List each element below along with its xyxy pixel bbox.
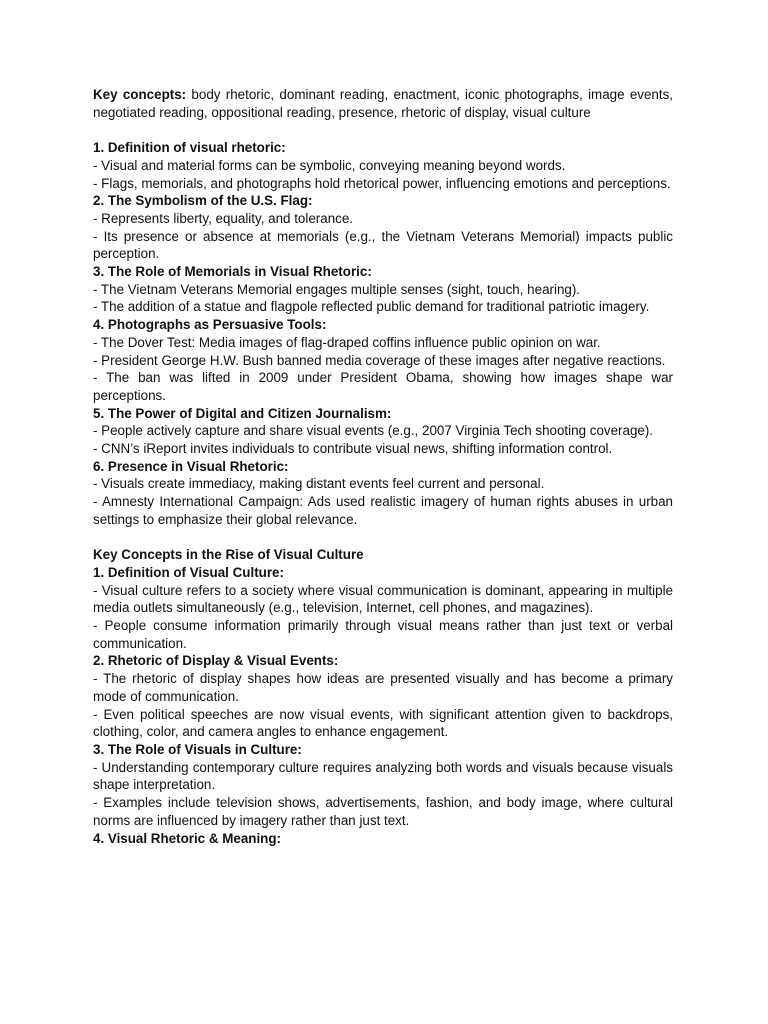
bullet: - Examples include television shows, advertisements, fashion, and body image, where cultural norms are influenced by imagery rather than just text. [93,795,673,828]
section-heading: 6. Presence in Visual Rhetoric: [93,458,289,474]
section-heading: 4. Visual Rhetoric & Meaning: [93,830,282,846]
document-page [93,86,673,847]
section-heading: 5. The Power of Digital and Citizen Journalism: [93,405,392,421]
bullet: - Visual culture refers to a society where visual communication is dominant, appearing in multiple media outlets simultaneously (e.g., television, Internet, cell phones, and magazines). [93,582,673,616]
key-concepts-text: body rhetoric, dominant reading, enactment, iconic photographs, image events, negotiated reading, oppositional reading, presence, rhetoric of display, visual culture [93,87,674,120]
bullet: - People consume information primarily through visual means rather than just text or verbal communication. [93,618,673,651]
bullet: - Amnesty International Campaign: Ads used realistic imagery of human rights abuses in urban settings to emphasize their global relevance. [93,494,673,527]
bullet: - The ban was lifted in 2009 under President Obama, showing how images shape war perceptions. [93,370,673,403]
bullet: - The addition of a statue and flagpole reflected public demand for traditional patriotic imagery. [93,299,650,315]
visual-culture-sections [93,546,673,847]
bullet: - Even political speeches are now visual events, with significant attention given to backdrops, clothing, color, and camera angles to enhance engagement. [93,706,673,740]
section-heading: 1. Definition of Visual Culture: [93,564,284,580]
bullet: - President George H.W. Bush banned media coverage of these images after negative reactions. [93,352,666,368]
section-heading: 2. Rhetoric of Display & Visual Events: [93,653,339,669]
section-heading: 3. The Role of Memorials in Visual Rhetoric: [93,264,372,280]
spacer [93,121,673,139]
section-heading: 3. The Role of Visuals in Culture: [93,741,302,757]
section-heading: 4. Photographs as Persuasive Tools: [93,317,327,333]
bullet: - The rhetoric of display shapes how ideas are presented visually and has become a primary mode of communication. [93,671,673,704]
bullet: - Flags, memorials, and photographs hold rhetorical power, influencing emotions and perceptions. [93,175,671,191]
bullet: - CNN’s iReport invites individuals to contribute visual news, shifting information control. [93,441,613,457]
bullet: - Understanding contemporary culture requires analyzing both words and visuals because visuals shape interpretation. [93,759,673,793]
key-concepts-label: Key concepts: [93,87,187,102]
bullet: - The Vietnam Veterans Memorial engages multiple senses (sight, touch, hearing). [93,281,581,297]
rise-title: Key Concepts in the Rise of Visual Culture [93,547,364,563]
bullet: - Visual and material forms can be symbolic, conveying meaning beyond words. [93,157,566,173]
section-heading: 2. The Symbolism of the U.S. Flag: [93,193,313,209]
bullet: - Visuals create immediacy, making distant events feel current and personal. [93,476,545,492]
bullet: - Represents liberty, equality, and tolerance. [93,210,354,226]
key-concepts-paragraph [93,86,673,121]
bullet: - The Dover Test: Media images of flag-draped coffins influence public opinion on war. [93,334,601,350]
visual-rhetoric-sections [93,139,673,528]
bullet: - People actively capture and share visual events (e.g., 2007 Virginia Tech shooting coverage). [93,423,654,439]
bullet: - Its presence or absence at memorials (e.g., the Vietnam Veterans Memorial) impacts public perception. [93,228,673,262]
section-heading: 1. Definition of visual rhetoric: [93,140,286,156]
spacer [93,529,673,547]
